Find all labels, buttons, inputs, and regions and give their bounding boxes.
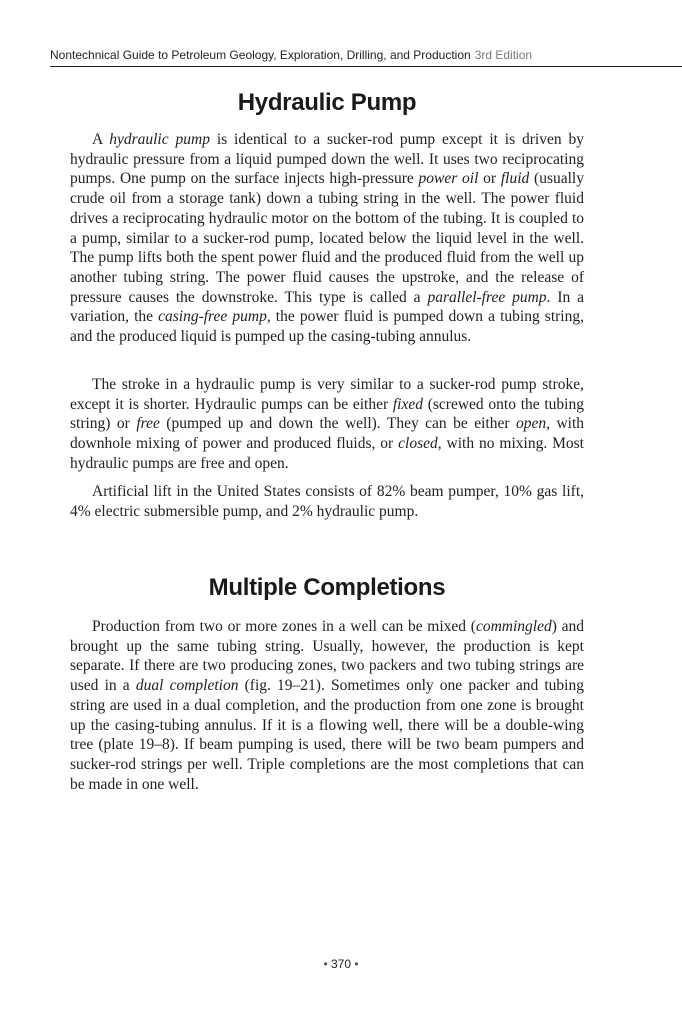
italic-term: fixed	[392, 395, 423, 413]
bullet-left: •	[323, 957, 328, 971]
running-head	[50, 47, 682, 63]
italic-term: closed	[398, 435, 438, 453]
italic-term: commingled	[475, 618, 552, 635]
italic-term: open	[515, 415, 547, 433]
paragraph: Production from two or more zones in a well can be mixed (commingled) and brought up the same tubing string. Usually, however, the production is kept separate. If there are two producing zones, two packers and two tubing strings are used in a dual completion (fig. 19–21). Sometimes only one packer and tubing string are used in a dual completion, and the production from one zone is brought up the casing-tubing annulus. If it is a flowing well, there will be a double-wing tree (plate 19–8). If beam pumping is used, there will be two beam pumpers and sucker-rod strings per well. Triple completions are the most completions that can be made in one well.	[70, 618, 584, 793]
page-number-value: 370	[330, 957, 352, 971]
paragraph: Artificial lift in the United States consists of 82% beam pumper, 10% gas lift, 4% electric submersible pump, and 2% hydraulic pump.	[70, 483, 584, 520]
paragraph: The stroke in a hydraulic pump is very similar to a sucker-rod pump stroke, except it is shorter. Hydraulic pumps can be either fixed (screwed onto the tubing string) or free (pumped up and down the well). They can be either open, with downhole mixing of power and produced fluids, or closed, with no mixing. Most hydraulic pumps are free and open.	[70, 376, 584, 472]
page-number	[0, 957, 682, 971]
italic-term: hydraulic pump	[109, 131, 210, 148]
italic-term: power oil	[418, 170, 479, 188]
italic-term: dual completion	[135, 677, 239, 695]
italic-term: fluid	[500, 170, 530, 188]
edition-label: 3rd Edition	[474, 48, 533, 62]
paragraph: A hydraulic pump is identical to a sucker-rod pump except it is driven by hydraulic pressure from a liquid pumped down the well. It uses two reciprocating pumps. One pump on the surface injects high-pressure power oil or fluid (usually crude oil from a storage tank) down a tubing string in the well. The power fluid drives a reciprocating hydraulic motor on the bottom of the tubing. It is coupled to a pump, similar to a sucker-rod pump, located below the liquid level in the well. The pump lifts both the spent power fluid and the produced fluid from the well up another tubing string. The power fluid causes the upstroke, and the release of pressure causes the downstroke. This type is called a parallel-free pump. In a variation, the casing-free pump, the power fluid is pumped down a tubing string, and the produced liquid is pumped up the casing-tubing annulus.	[70, 131, 584, 346]
header-rule	[50, 66, 682, 67]
italic-term: casing-free pump	[158, 308, 267, 326]
bullet-right: •	[354, 957, 359, 971]
section-title-multiple-completions: Multiple Completions	[208, 574, 446, 601]
book-title: Nontechnical Guide to Petroleum Geology, Exploration, Drilling, and Production	[50, 48, 471, 62]
italic-term: free	[136, 415, 160, 433]
section-title-hydraulic-pump: Hydraulic Pump	[237, 89, 417, 116]
italic-term: parallel-free pump	[427, 288, 547, 306]
